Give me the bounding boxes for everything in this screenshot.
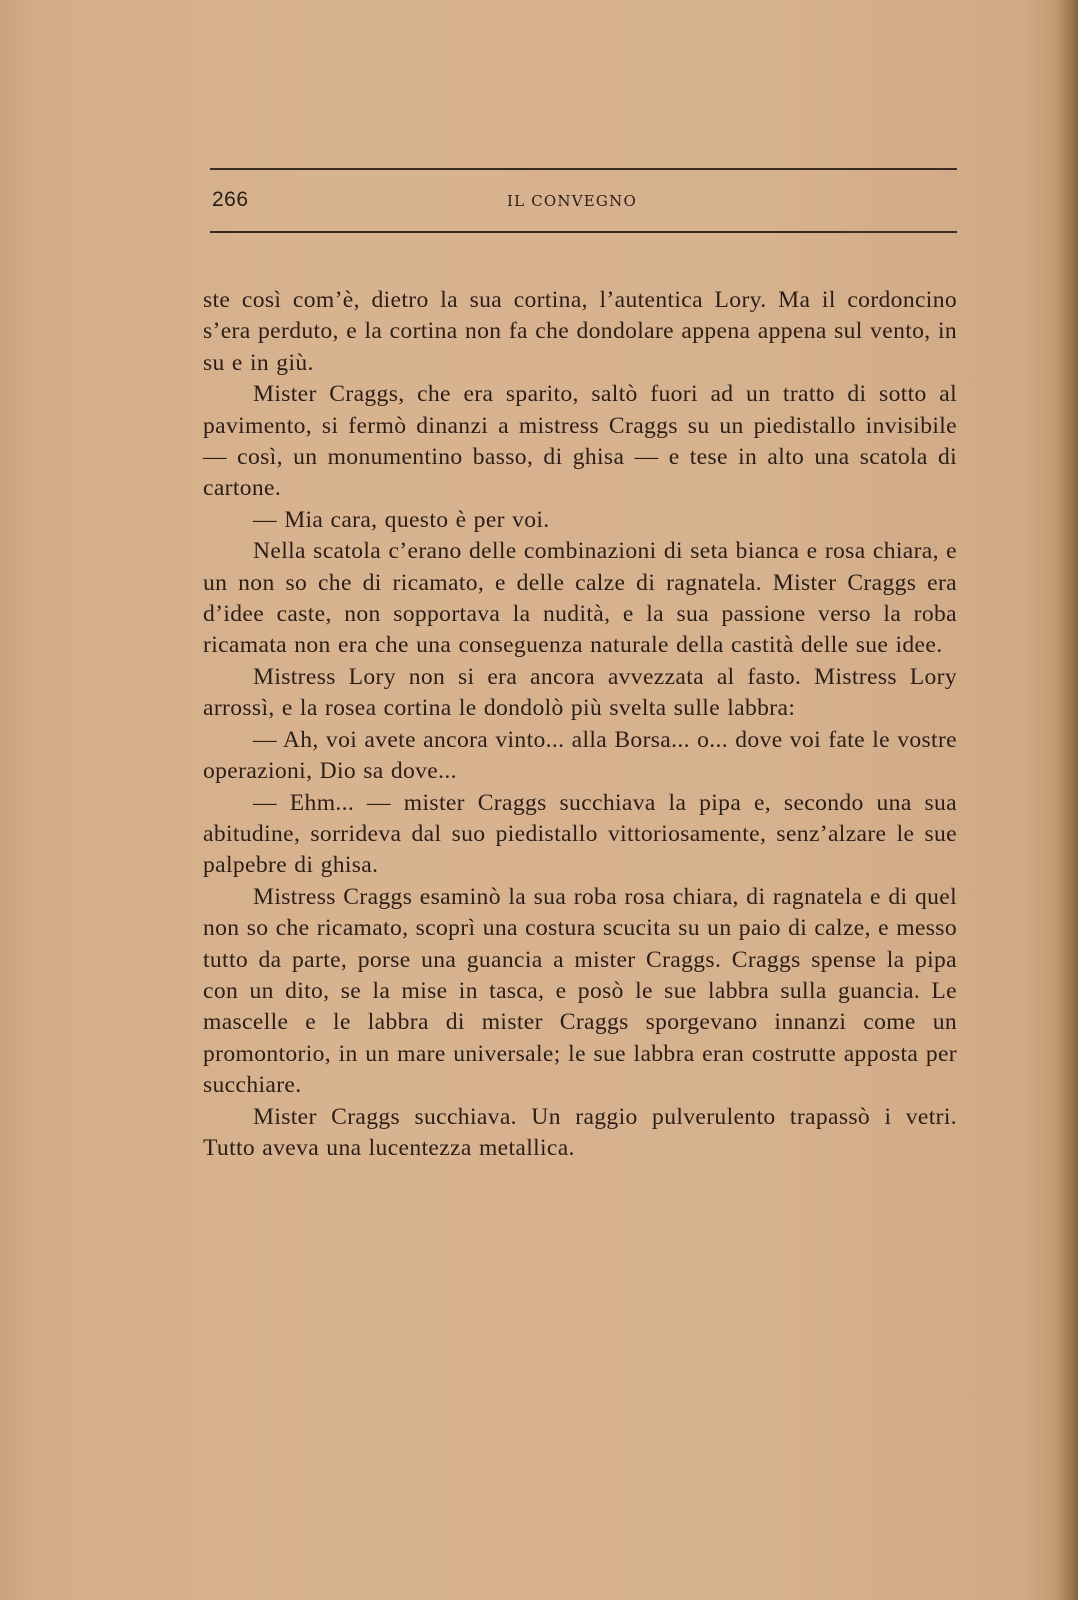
paragraph: Mistress Lory non si era ancora avvezzata al fasto. Mistress Lory arrossì, e la rosea cortina le dondolò più svelta sulle labbra: xyxy=(203,663,957,722)
page-number: 266 xyxy=(212,188,249,211)
header-top-rule xyxy=(210,168,957,170)
paragraph: ste così com’è, dietro la sua cortina, l’autentica Lory. Ma il cordoncino s’era perduto, e la cortina non fa che dondolare appena appena sul vento, in su e in giù. xyxy=(203,287,957,376)
paragraph: — Mia cara, questo è per voi. xyxy=(253,506,550,533)
paragraph: Mistress Craggs esaminò la sua roba rosa chiara, di ragnatela e di quel non so che ricamato, scoprì una costura scucita su un paio di calze, e messo tutto da parte, porse una guancia a mister Craggs. Craggs spense la pipa con un dito, se la mise in tasca, e posò le sue labbra sulla guancia. Le mascelle e le labbra di mister Craggs sporgevano innanzi come un promontorio, in un mare universale; le sue labbra eran costrutte apposta per succhiare. xyxy=(203,883,957,1099)
paragraph: — Ehm... — mister Craggs succhiava la pipa e, secondo una sua abitudine, sorrideva dal suo piedistallo vittoriosamente, senz’alzare le sue palpebre di ghisa. xyxy=(203,789,957,879)
header-bottom-rule xyxy=(210,231,957,233)
body-text xyxy=(203,285,957,1164)
paragraph: Nella scatola c’erano delle combinazioni di seta bianca e rosa chiara, e un non so che di ricamato, e delle calze di ragnatela. Mister Craggs era d’idee caste, non sopportava la nudità, e la sua passione verso la roba ricamata non era che una conseguenza naturale della castità delle sue idee. xyxy=(203,538,957,659)
journal-title: IL CONVEGNO xyxy=(507,192,637,210)
paragraph: — Ah, voi avete ancora vinto... alla Borsa... o... dove voi fate le vostre operazioni, Dio sa dove... xyxy=(203,726,957,785)
running-head xyxy=(212,188,957,218)
paragraph: Mister Craggs succhiava. Un raggio pulverulento trapassò i vetri. Tutto aveva una lucentezza metallica. xyxy=(203,1103,957,1161)
paragraph: Mister Craggs, che era sparito, saltò fuori ad un tratto di sotto al pavimento, si fermò dinanzi a mistress Craggs su un piedistallo invisibile — così, un monumentino basso, di ghisa — e tese in alto una scatola di cartone. xyxy=(203,381,957,502)
